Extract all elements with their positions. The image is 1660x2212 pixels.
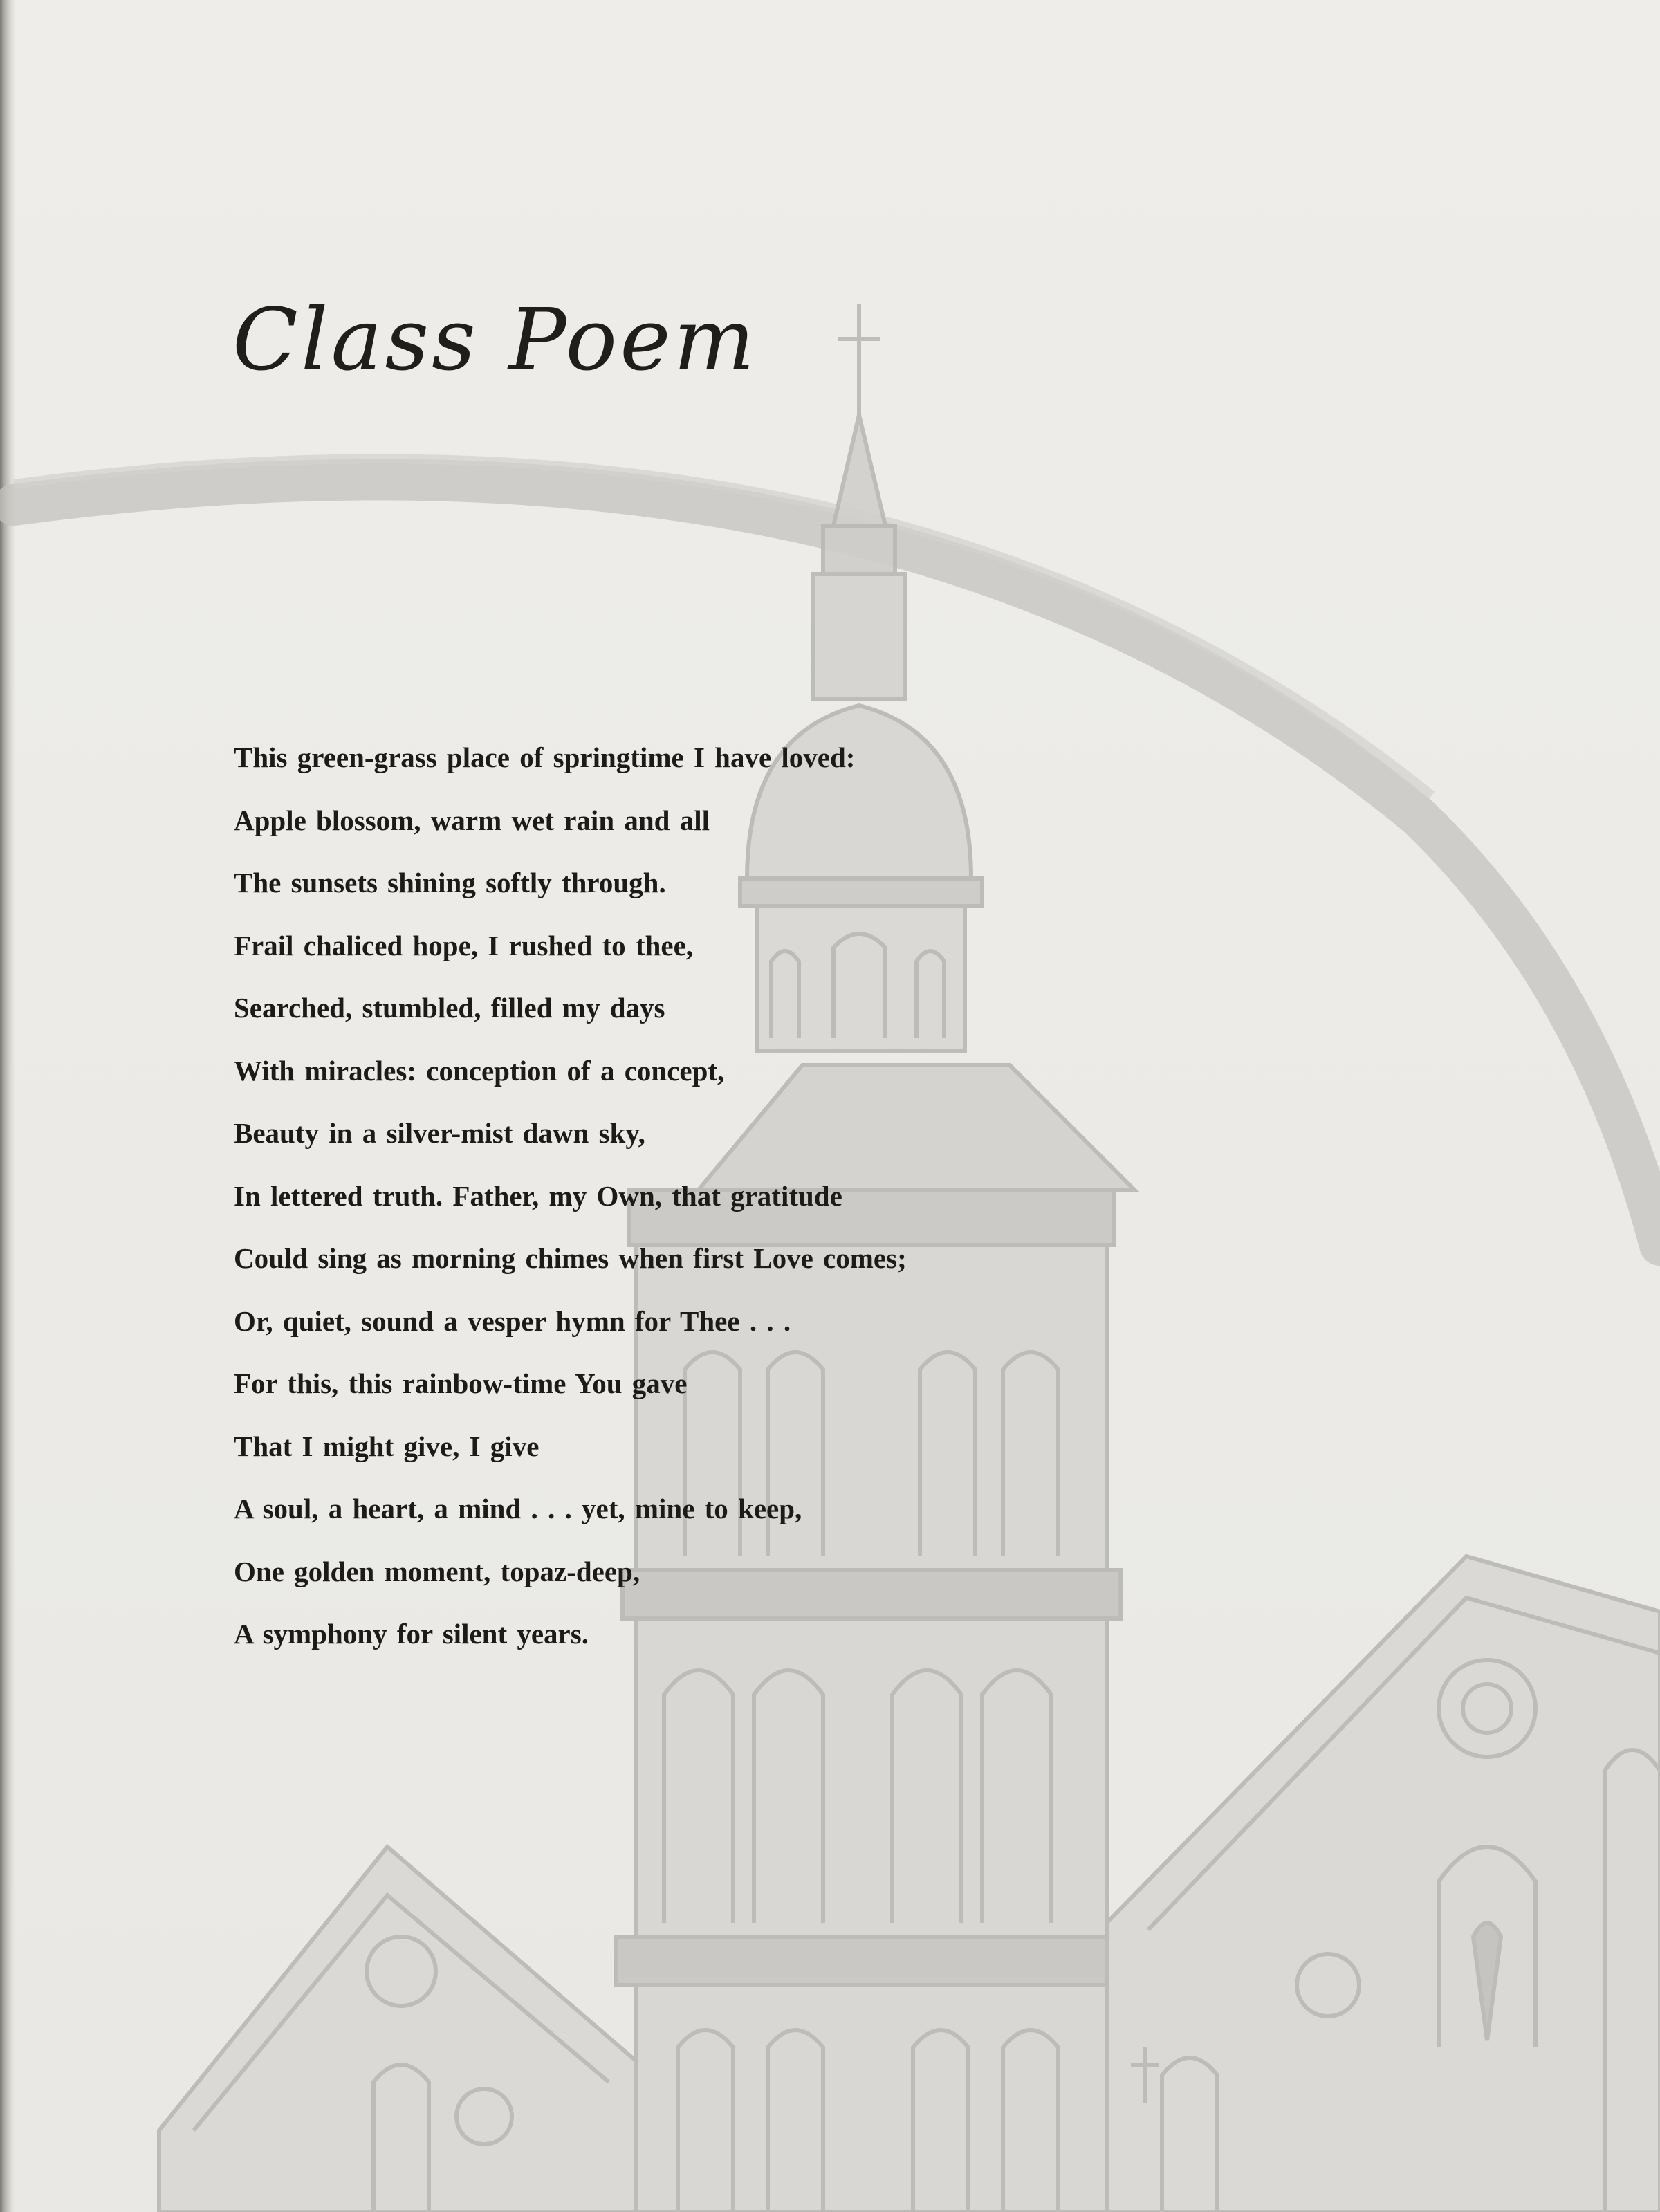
poem-line: That I might give, I give <box>234 1430 540 1462</box>
poem-line: The sunsets shining softly through. <box>234 867 666 898</box>
poem-line: With miracles: conception of a concept, <box>234 1054 725 1087</box>
poem-line: Apple blossom, warm wet rain and all <box>234 804 710 836</box>
poem-line: Or, quiet, sound a vesper hymn for Thee . . . <box>234 1305 791 1337</box>
poem <box>234 726 907 1666</box>
poem-line: Frail chaliced hope, I rushed to thee, <box>234 929 694 961</box>
page-title: Class Poem <box>232 291 758 390</box>
poem-line: This green-grass place of springtime I have loved: <box>234 741 856 773</box>
poem-line: A soul, a heart, a mind . . . yet, mine to keep, <box>234 1493 802 1524</box>
poem-line: Could sing as morning chimes when first Love comes; <box>234 1242 907 1274</box>
poem-line: A symphony for silent years. <box>234 1618 589 1650</box>
poem-line: Searched, stumbled, filled my days <box>234 992 665 1024</box>
poem-line: For this, this rainbow-time You gave <box>234 1367 688 1399</box>
poem-line: One golden moment, topaz-deep, <box>234 1555 640 1587</box>
poem-line: In lettered truth. Father, my Own, that gratitude <box>234 1179 842 1212</box>
poem-line: Beauty in a silver-mist dawn sky, <box>234 1117 645 1149</box>
